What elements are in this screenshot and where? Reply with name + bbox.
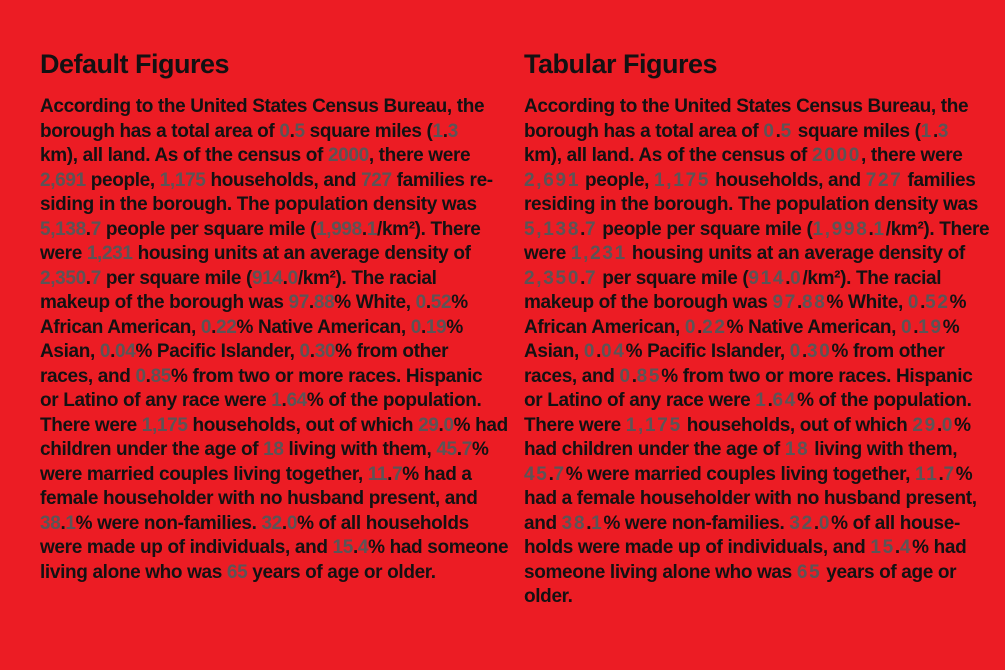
text-run: living alone who was <box>40 561 227 583</box>
figure-number: 5,138 <box>524 218 581 240</box>
figure-number: 0 <box>200 316 212 338</box>
text-run: . <box>85 267 91 289</box>
figure-number: 0 <box>907 292 921 313</box>
text-run: % of all households <box>297 512 469 534</box>
text-line <box>524 242 976 267</box>
text-run: were <box>524 243 571 264</box>
figure-number: 7 <box>392 463 403 485</box>
text-run: . <box>438 414 444 436</box>
figure-number: 5 <box>294 120 305 142</box>
text-line <box>524 512 976 537</box>
figure-number: 1 <box>366 218 378 240</box>
text-run: . <box>697 316 703 338</box>
text-run: or Latino of any race were <box>524 390 756 411</box>
figure-number: 2000 <box>811 145 862 166</box>
figure-number: 0 <box>619 365 632 387</box>
figure-number: 7 <box>90 267 101 289</box>
text-run: people, <box>85 169 160 191</box>
figure-number: 45 <box>436 439 457 460</box>
text-run: % of the population. <box>306 390 482 411</box>
column-title: Tabular Figures <box>524 49 718 79</box>
text-line <box>40 536 509 561</box>
figure-number: 18 <box>263 439 284 460</box>
figure-number: 0 <box>941 414 955 436</box>
text-run: % were married couples living together, <box>565 463 915 485</box>
text-run: . <box>60 512 66 534</box>
text-run: % <box>949 292 967 313</box>
figure-number: 64 <box>286 390 307 411</box>
figure-number: 1 <box>591 512 604 534</box>
text-line <box>524 340 976 365</box>
text-run: % Native American, <box>236 316 411 338</box>
text-run: % Pacific Islander, <box>135 341 300 362</box>
figure-number: 914 <box>252 267 283 289</box>
column-tabular-figures <box>524 49 990 610</box>
figure-number: 2000 <box>327 145 369 166</box>
figure-number: 0 <box>443 414 454 436</box>
text-line <box>524 536 976 561</box>
figure-number: 1,998 <box>316 218 362 240</box>
figure-number: 15 <box>870 537 895 558</box>
text-run: % <box>446 316 463 338</box>
figure-number: 0 <box>763 120 776 142</box>
text-run: . <box>442 120 448 142</box>
figure-number: 15 <box>332 537 353 558</box>
figure-number: 1 <box>873 218 886 240</box>
text-run: households, and <box>710 169 866 191</box>
text-run: and <box>524 512 562 534</box>
figure-number: 727 <box>865 169 903 191</box>
text-run: . <box>282 267 288 289</box>
figure-number: 52 <box>925 292 950 313</box>
text-run: , there were <box>861 145 963 166</box>
text-run: per square mile ( <box>597 267 749 289</box>
text-line <box>40 95 492 120</box>
figure-number: 7 <box>461 439 472 460</box>
text-run: female householder with no husband present, and <box>40 488 478 509</box>
text-run: % had <box>453 414 508 436</box>
figure-number: 0 <box>99 341 111 362</box>
text-run: . <box>938 463 944 485</box>
text-run: residing in the borough. The population density was <box>524 194 978 215</box>
text-run: There were <box>524 414 626 436</box>
figure-number: 1 <box>271 390 282 411</box>
text-line <box>40 561 492 586</box>
figure-number: 7 <box>553 463 566 485</box>
text-run: km), all land. As of the census of <box>40 145 328 166</box>
figure-number: 0 <box>279 120 290 142</box>
figure-number: 1,175 <box>625 414 682 436</box>
text-run: were made up of individuals, and <box>40 537 333 558</box>
column-title: Default Figures <box>40 49 230 79</box>
figure-number: 52 <box>430 292 452 313</box>
figure-number: 38 <box>561 512 587 534</box>
text-run: per square mile ( <box>100 267 252 289</box>
text-run: % had a <box>402 463 472 485</box>
text-line <box>524 463 976 488</box>
text-run: % had someone <box>368 537 509 558</box>
text-run: people per square mile ( <box>100 218 317 240</box>
text-run: . <box>309 341 315 362</box>
text-line <box>524 438 976 463</box>
figure-number: 1 <box>432 120 443 142</box>
figure-number: 2,350 <box>40 267 86 289</box>
text-line <box>40 512 492 537</box>
text-run: races, and <box>524 365 620 387</box>
figure-number: 2,691 <box>524 169 581 191</box>
figure-number: 0 <box>583 341 597 362</box>
text-run: /km²). The racial <box>297 267 437 289</box>
figure-number: 30 <box>314 341 336 362</box>
text-run: . <box>586 512 592 534</box>
figure-number: 727 <box>361 169 392 191</box>
text-run: borough has a total area of <box>524 120 764 142</box>
figure-number: 11 <box>915 463 939 485</box>
text-run: . <box>425 292 431 313</box>
text-run: older. <box>524 586 573 607</box>
text-run: % were non-families. <box>603 512 790 534</box>
figure-number: 0 <box>286 512 298 534</box>
figure-number: 19 <box>425 316 447 338</box>
figure-number: 0 <box>818 512 832 534</box>
text-run: Asian, <box>524 341 584 362</box>
text-run: . <box>813 512 819 534</box>
text-line <box>40 169 492 194</box>
text-line <box>524 316 976 341</box>
text-run: people per square mile ( <box>597 218 813 240</box>
text-run: . <box>802 341 807 362</box>
text-run: . <box>548 463 554 485</box>
text-run: % <box>942 316 960 338</box>
text-run: had children under the age of <box>524 439 785 460</box>
text-run: . <box>361 218 367 240</box>
text-run: households, out of which <box>681 414 913 436</box>
text-run: siding in the borough. The population density was <box>40 194 477 215</box>
figure-number: 0 <box>287 267 298 289</box>
figure-number: 1,231 <box>86 243 133 264</box>
text-run: . <box>775 120 781 142</box>
column-default-figures <box>40 49 509 585</box>
figure-number: 1,231 <box>570 243 627 264</box>
text-run: square miles ( <box>792 120 921 142</box>
text-line <box>524 365 976 390</box>
text-run: . <box>420 316 426 338</box>
text-run: households, out of which <box>187 414 419 436</box>
figure-number: 38 <box>40 512 61 534</box>
text-line <box>40 463 492 488</box>
text-run: . <box>110 341 116 362</box>
figure-number: 29 <box>418 414 439 436</box>
text-run: . <box>580 267 586 289</box>
text-run: . <box>281 390 287 411</box>
text-run: . <box>596 341 602 362</box>
figure-number: 64 <box>772 390 798 411</box>
figure-number: 1 <box>65 512 76 534</box>
figure-number: 0 <box>410 316 421 338</box>
text-run: There were <box>40 414 142 436</box>
text-run: families <box>902 169 976 191</box>
text-line <box>40 316 492 341</box>
text-run: . <box>145 365 151 387</box>
text-run: . <box>767 390 773 411</box>
figure-number: 2,350 <box>524 267 581 289</box>
figure-number: 1,175 <box>141 414 188 436</box>
text-run: . <box>932 120 938 142</box>
text-run: % <box>471 439 489 460</box>
text-run: years of age or <box>821 561 957 583</box>
text-run: were married couples living together, <box>40 463 368 485</box>
text-line <box>524 95 976 120</box>
text-run: /km²). There <box>377 218 481 240</box>
text-line <box>524 389 976 414</box>
figure-number: 0 <box>135 365 146 387</box>
figure-number: 88 <box>801 292 827 313</box>
column-body <box>40 95 509 585</box>
figure-number: 85 <box>150 365 172 387</box>
text-run: According to the United States Census Bureau, the <box>524 96 969 117</box>
figure-number: 914 <box>748 267 786 289</box>
figure-number: 3 <box>447 120 458 142</box>
text-line <box>524 169 976 194</box>
figure-number: 0 <box>900 316 914 338</box>
text-run: living with them, <box>809 439 958 460</box>
text-run: . <box>352 537 358 558</box>
figure-number: 04 <box>115 341 136 362</box>
figure-number: 3 <box>937 120 951 142</box>
text-run: had a female householder with no husband present, <box>524 488 977 509</box>
text-run: . <box>85 218 91 240</box>
text-line <box>40 389 492 414</box>
text-run: % <box>954 414 971 436</box>
text-run: families re- <box>391 169 493 191</box>
text-line <box>40 193 492 218</box>
text-line <box>40 120 492 145</box>
text-line <box>524 267 976 292</box>
figure-number: 5 <box>780 120 793 142</box>
text-line <box>524 414 976 439</box>
text-run: , there were <box>368 145 471 166</box>
text-run: % from two or more races. Hispanic <box>661 365 973 387</box>
text-run: makeup of the borough was <box>524 292 773 313</box>
text-run: % from other <box>831 341 945 362</box>
figure-number: 7 <box>943 463 956 485</box>
figure-number: 5,138 <box>40 218 86 240</box>
text-line <box>524 144 976 169</box>
text-run: housing units at an average density of <box>626 243 965 264</box>
figure-number: 97 <box>288 292 309 313</box>
figure-number: 1,998 <box>812 218 869 240</box>
text-line <box>524 218 990 243</box>
text-run: races, and <box>40 365 136 387</box>
text-run: . <box>797 292 802 313</box>
figure-number: 7 <box>585 218 598 240</box>
text-run: years of age or older. <box>247 561 436 583</box>
text-run: African American, <box>40 316 201 338</box>
column-body <box>524 95 990 610</box>
text-run: people, <box>580 169 655 191</box>
text-run: % <box>955 463 973 485</box>
text-line <box>40 242 492 267</box>
text-line <box>524 585 976 610</box>
figure-number: 19 <box>918 316 943 338</box>
text-run: or Latino of any race were <box>40 390 272 411</box>
text-run: % Pacific Islander, <box>625 341 790 362</box>
figure-number: 0 <box>684 316 698 338</box>
text-run: . <box>868 218 874 240</box>
figure-number: 1 <box>755 390 768 411</box>
text-run: /km²). There <box>885 218 990 240</box>
text-run: % White, <box>334 292 416 313</box>
figure-number: 29 <box>912 414 937 436</box>
text-run: someone living alone who was <box>524 561 797 583</box>
text-run: Asian, <box>40 341 100 362</box>
text-line <box>40 487 492 512</box>
figure-number: 65 <box>796 561 822 583</box>
figure-number: 97 <box>772 292 798 313</box>
text-run: % <box>451 292 468 313</box>
text-line <box>40 291 492 316</box>
figure-number: 1,175 <box>654 169 711 191</box>
figure-number: 18 <box>784 439 810 460</box>
text-run: . <box>456 439 462 460</box>
text-run: . <box>580 218 586 240</box>
text-run: % were non-families. <box>75 512 262 534</box>
figure-number: 32 <box>789 512 814 534</box>
text-run: . <box>281 512 287 534</box>
figure-number: 22 <box>216 316 237 338</box>
text-run: % of the population. <box>797 390 972 411</box>
figure-number: 32 <box>261 512 282 534</box>
text-line <box>524 561 976 586</box>
figure-number: 22 <box>702 316 727 338</box>
text-run: . <box>631 365 637 387</box>
figure-number: 0 <box>415 292 426 313</box>
text-line <box>40 414 508 439</box>
text-line <box>524 487 976 512</box>
text-run: living with them, <box>283 439 437 460</box>
text-line <box>524 120 976 145</box>
figure-number: 45 <box>524 463 549 485</box>
figure-number: 11 <box>367 463 388 485</box>
figure-number: 85 <box>636 365 662 387</box>
text-run: square miles ( <box>304 120 433 142</box>
text-line <box>40 144 492 169</box>
text-line <box>524 291 976 316</box>
text-run: % Native American, <box>726 316 901 338</box>
text-line <box>40 438 492 463</box>
text-line <box>40 218 492 243</box>
text-run: were <box>40 243 87 264</box>
text-run: . <box>387 463 393 485</box>
figure-number: 0 <box>790 267 803 289</box>
figure-number: 4 <box>357 537 369 558</box>
text-run: housing units at an average density of <box>132 243 471 264</box>
figure-number: 0 <box>789 341 803 362</box>
figure-number: 0 <box>299 341 310 362</box>
text-run: % from other <box>335 341 449 362</box>
text-run: . <box>785 267 791 289</box>
text-run: African American, <box>524 316 685 338</box>
text-run: % had <box>912 537 967 558</box>
text-run: km), all land. As of the census of <box>524 145 812 166</box>
text-run: holds were made up of individuals, and <box>524 537 871 558</box>
text-run: . <box>936 414 942 436</box>
figure-number: 65 <box>226 561 248 583</box>
text-line <box>40 340 492 365</box>
text-run: . <box>211 316 217 338</box>
figure-number: 2,691 <box>40 169 86 191</box>
text-run: . <box>308 292 314 313</box>
text-run: children under the age of <box>40 439 264 460</box>
text-run: % White, <box>826 292 908 313</box>
figure-number: 30 <box>806 341 832 362</box>
text-run: . <box>920 292 926 313</box>
figure-number: 88 <box>313 292 335 313</box>
figure-number: 4 <box>899 537 913 558</box>
text-run: makeup of the borough was <box>40 292 289 313</box>
text-line <box>524 193 976 218</box>
text-run: . <box>913 316 919 338</box>
text-run: households, and <box>205 169 362 191</box>
figure-number: 1,175 <box>159 169 206 191</box>
text-line <box>40 267 492 292</box>
figure-number: 04 <box>601 341 626 362</box>
figure-number: 1 <box>920 120 933 142</box>
text-line <box>40 365 492 390</box>
text-run: % from two or more races. Hispanic <box>171 365 483 387</box>
text-run: . <box>289 120 295 142</box>
text-run: /km²). The racial <box>802 267 942 289</box>
text-run: According to the United States Census Bureau, the <box>40 96 485 117</box>
text-run: % of all house- <box>831 512 960 534</box>
figure-number: 7 <box>585 267 598 289</box>
figure-number: 7 <box>90 218 101 240</box>
text-run: borough has a total area of <box>40 120 280 142</box>
text-run: . <box>894 537 900 558</box>
